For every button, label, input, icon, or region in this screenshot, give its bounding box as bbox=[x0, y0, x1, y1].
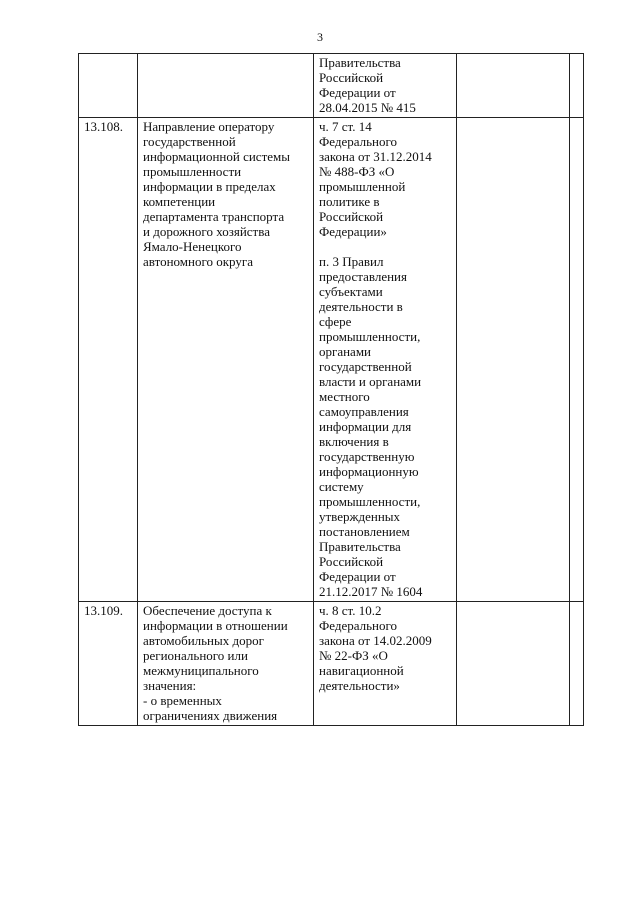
legal-basis-line: ч. 8 ст. 10.2 bbox=[319, 603, 382, 618]
empty-cell bbox=[570, 54, 584, 118]
item-number: 13.109. bbox=[84, 603, 123, 618]
item-name-cell bbox=[138, 602, 314, 726]
legal-basis-line: государственной bbox=[319, 359, 412, 374]
legal-basis-line: Федерального bbox=[319, 618, 398, 633]
empty-cell bbox=[570, 118, 584, 602]
item-name-line: автономного округа bbox=[143, 254, 253, 269]
legal-basis-line: № 488-ФЗ «О bbox=[319, 164, 395, 179]
legal-basis-line: № 22-ФЗ «О bbox=[319, 648, 388, 663]
legal-basis-line: деятельности» bbox=[319, 678, 400, 693]
legal-basis-line: политике в bbox=[319, 194, 380, 209]
item-name-cell bbox=[138, 54, 314, 118]
item-name-line: Направление оператору bbox=[143, 119, 275, 134]
legal-basis-line: Федерального bbox=[319, 134, 398, 149]
item-name-line: и дорожного хозяйства bbox=[143, 224, 270, 239]
legal-basis-line: Федерации» bbox=[319, 224, 387, 239]
item-name-line: информации в пределах bbox=[143, 179, 276, 194]
legal-basis-line: информации для bbox=[319, 419, 412, 434]
legal-basis-line: предоставления bbox=[319, 269, 407, 284]
legal-basis-cell bbox=[314, 118, 457, 602]
legal-basis-line: промышленности, bbox=[319, 494, 421, 509]
legal-basis-line: сфере bbox=[319, 314, 352, 329]
table-body bbox=[79, 54, 584, 726]
legal-basis-line: постановлением bbox=[319, 524, 410, 539]
page-number: 3 bbox=[317, 30, 323, 44]
legal-basis-line: 21.12.2017 № 1604 bbox=[319, 584, 423, 599]
item-name-line: регионального или bbox=[143, 648, 248, 663]
item-name-line: ограничениях движения bbox=[143, 708, 278, 723]
legal-basis-line: субъектами bbox=[319, 284, 383, 299]
item-name-line: Ямало-Ненецкого bbox=[143, 239, 242, 254]
legal-basis-line: деятельности в bbox=[319, 299, 403, 314]
legal-basis-line: Российской bbox=[319, 554, 384, 569]
item-name-line: автомобильных дорог bbox=[143, 633, 264, 648]
legal-basis-line: Правительства bbox=[319, 55, 401, 70]
legal-basis-line: закона от 14.02.2009 bbox=[319, 633, 432, 648]
legal-basis-line: самоуправления bbox=[319, 404, 409, 419]
legal-basis-line: утвержденных bbox=[319, 509, 401, 524]
legal-basis-line: включения в bbox=[319, 434, 389, 449]
legal-basis-line: информационную bbox=[319, 464, 419, 479]
legal-basis-line: Российской bbox=[319, 209, 384, 224]
legal-basis-line: закона от 31.12.2014 bbox=[319, 149, 432, 164]
legal-basis-line: органами bbox=[319, 344, 372, 359]
legal-basis-line: систему bbox=[319, 479, 364, 494]
legal-basis-line: ч. 7 ст. 14 bbox=[319, 119, 372, 134]
item-name-line: межмуниципального bbox=[143, 663, 259, 678]
item-number: 13.108. bbox=[84, 119, 123, 134]
item-number-cell bbox=[79, 602, 138, 726]
table-row bbox=[79, 118, 584, 602]
item-name-line: компетенции bbox=[143, 194, 216, 209]
item-name-line: - о временных bbox=[143, 693, 222, 708]
table-row bbox=[79, 54, 584, 118]
paragraph-gap bbox=[319, 239, 451, 254]
legal-basis-line: Федерации от bbox=[319, 569, 396, 584]
item-name-cell bbox=[138, 118, 314, 602]
legal-basis-line: Российской bbox=[319, 70, 384, 85]
item-name-line: департамента транспорта bbox=[143, 209, 285, 224]
item-name-line: значения: bbox=[143, 678, 197, 693]
legal-basis-cell bbox=[314, 54, 457, 118]
empty-cell bbox=[457, 118, 570, 602]
item-name-line: промышленности bbox=[143, 164, 242, 179]
empty-cell bbox=[457, 54, 570, 118]
legal-basis-line: п. 3 Правил bbox=[319, 254, 384, 269]
item-name-line: Обеспечение доступа к bbox=[143, 603, 272, 618]
empty-cell bbox=[457, 602, 570, 726]
legal-basis-line: 28.04.2015 № 415 bbox=[319, 100, 416, 115]
regulation-table bbox=[78, 53, 584, 726]
legal-basis-line: государственную bbox=[319, 449, 415, 464]
legal-basis-line: промышленной bbox=[319, 179, 406, 194]
item-number-cell bbox=[79, 54, 138, 118]
item-name-line: информационной системы bbox=[143, 149, 290, 164]
legal-basis-line: промышленности, bbox=[319, 329, 421, 344]
legal-basis-cell bbox=[314, 602, 457, 726]
legal-basis-line: Федерации от bbox=[319, 85, 396, 100]
legal-basis-line: власти и органами bbox=[319, 374, 422, 389]
table-row bbox=[79, 602, 584, 726]
item-name-line: информации в отношении bbox=[143, 618, 288, 633]
legal-basis-line: местного bbox=[319, 389, 370, 404]
item-name-line: государственной bbox=[143, 134, 236, 149]
legal-basis-line: навигационной bbox=[319, 663, 404, 678]
item-number-cell bbox=[79, 118, 138, 602]
legal-basis-line: Правительства bbox=[319, 539, 401, 554]
empty-cell bbox=[570, 602, 584, 726]
